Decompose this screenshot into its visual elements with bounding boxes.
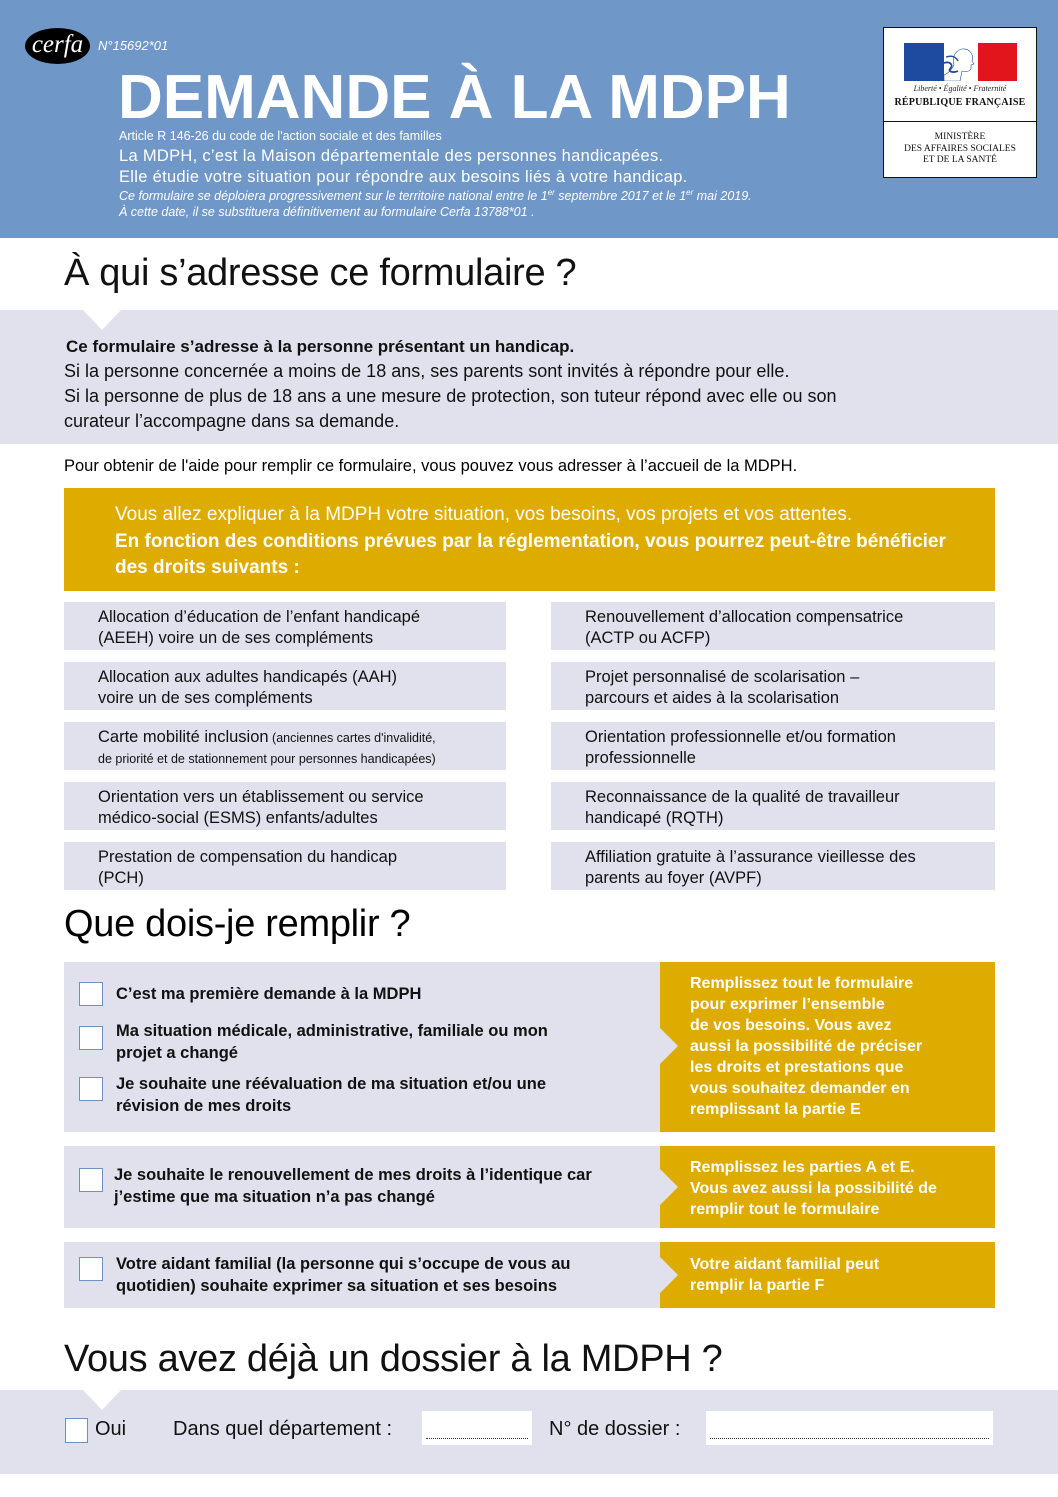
checkbox-oui[interactable] xyxy=(65,1418,88,1443)
who-line-1: Si la personne concernée a moins de 18 ans, ses parents sont invités à répondre pour elle. xyxy=(64,361,790,381)
department-field[interactable] xyxy=(422,1411,532,1445)
cerfa-logo: cerfa xyxy=(25,28,90,64)
republique-label: RÉPUBLIQUE FRANÇAISE xyxy=(894,97,1026,108)
intro-line-1: La MDPH, c’est la Maison départementale des personnes handicapées. xyxy=(119,147,664,165)
fill-block-caregiver xyxy=(64,1242,995,1308)
right-item-cmi: Carte mobilité inclusion (anciennes cartes d'invalidité, de priorité et de stationnement pour personnes handicapées) xyxy=(64,722,506,770)
instruction-full-form: Remplissez tout le formulaire pour exprimer l’ensemble de vos besoins. Vous avez aussi la possibilité de préciser les droits et prestations que vous souhaitez demander en remplissant la partie E xyxy=(660,962,995,1132)
right-item-aah: Allocation aux adultes handicapés (AAH) voire un de ses compléments xyxy=(64,662,506,710)
legal-article: Article R 146-26 du code de l'action sociale et des familles xyxy=(119,129,442,143)
callout-notch xyxy=(83,1390,121,1410)
intro-line-2: Elle étudie votre situation pour répondre aux besoins liés à votre handicap. xyxy=(119,168,688,186)
callout-notch xyxy=(83,310,121,330)
fill-block-renewal xyxy=(64,1146,995,1228)
option-renewal: Je souhaite le renouvellement de mes droits à l’identique car j’estime que ma situation n’a pas changé xyxy=(114,1166,592,1206)
oui-label: Oui xyxy=(95,1418,127,1440)
right-item-orientation-pro: Orientation professionnelle et/ou formation professionnelle xyxy=(551,722,995,770)
logo-divider xyxy=(884,121,1036,122)
section-title-dossier: Vous avez déjà un dossier à la MDPH ? xyxy=(64,1338,723,1380)
page-title: DEMANDE À LA MDPH xyxy=(118,63,791,132)
arrow-icon xyxy=(660,1257,678,1293)
checkbox-reevaluation[interactable] xyxy=(79,1077,103,1101)
section-title-fill: Que dois-je remplir ? xyxy=(64,903,411,945)
rights-intro-bold: En fonction des conditions prévues par la réglementation, vous pourrez peut-être bénéficier des droits suivants : xyxy=(115,531,946,578)
right-item-pps: Projet personnalisé de scolarisation – parcours et aides à la scolarisation xyxy=(551,662,995,710)
section-title-who: À qui s’adresse ce formulaire ? xyxy=(64,252,577,294)
instruction-part-f: Votre aidant familial peut remplir la partie F xyxy=(660,1242,995,1308)
rights-intro-line: Vous allez expliquer à la MDPH votre situation, vos besoins, vos projets et vos attentes. xyxy=(115,504,853,525)
option-caregiver: Votre aidant familial (la personne qui s’occupe de vous au quotidien) souhaite exprimer sa situation et ses besoins xyxy=(116,1255,571,1295)
checkbox-first-request[interactable] xyxy=(79,982,103,1006)
option-situation-changed: Ma situation médicale, administrative, familiale ou mon projet a changé xyxy=(116,1022,548,1062)
arrow-icon xyxy=(660,1169,678,1205)
marianne-flag-icon xyxy=(904,43,1017,81)
rights-intro-box xyxy=(64,488,995,591)
who-bold-line: Ce formulaire s’adresse à la personne présentant un handicap. xyxy=(66,337,575,356)
option-reevaluation: Je souhaite une réévaluation de ma situation et/ou une révision de mes droits xyxy=(116,1075,547,1115)
header-banner xyxy=(0,0,1058,238)
instruction-parts-a-e: Remplissez les parties A et E. Vous avez aussi la possibilité de remplir tout le formulaire xyxy=(660,1146,995,1228)
dossier-number-label: N° de dossier : xyxy=(549,1418,681,1440)
fill-block-new-request xyxy=(64,962,995,1132)
option-first-request: C’est ma première demande à la MDPH xyxy=(116,985,422,1003)
checkbox-situation-changed[interactable] xyxy=(79,1026,103,1050)
right-item-avpf: Affiliation gratuite à l’assurance vieillesse des parents au foyer (AVPF) xyxy=(551,842,995,890)
help-text: Pour obtenir de l'aide pour remplir ce formulaire, vous pouvez vous adresser à l’accueil de la MDPH. xyxy=(64,457,798,475)
cerfa-number: N°15692*01 xyxy=(98,38,169,53)
dossier-number-field[interactable] xyxy=(706,1411,993,1445)
republic-motto: Liberté • Égalité • Fraternité xyxy=(913,84,1007,93)
right-item-esms: Orientation vers un établissement ou service médico-social (ESMS) enfants/adultes xyxy=(64,782,506,830)
right-item-actp: Renouvellement d’allocation compensatrice (ACTP ou ACFP) xyxy=(551,602,995,650)
who-line-2: Si la personne de plus de 18 ans a une mesure de protection, son tuteur répond avec elle ou son xyxy=(64,386,837,406)
ministry-name: MINISTÈRE DES AFFAIRES SOCIALES ET DE LA SANTÉ xyxy=(904,132,1016,165)
checkbox-renewal[interactable] xyxy=(79,1168,103,1192)
right-item-pch: Prestation de compensation du handicap (PCH) xyxy=(64,842,506,890)
republique-francaise-logo xyxy=(883,27,1037,178)
department-label: Dans quel département : xyxy=(173,1418,393,1440)
arrow-icon xyxy=(660,1028,678,1064)
deployment-note-1: Ce formulaire se déploiera progressivement sur le territoire national entre le 1er septembre 2017 et le 1er mai 2019. xyxy=(119,188,752,204)
right-item-rqth: Reconnaissance de la qualité de travailleur handicapé (RQTH) xyxy=(551,782,995,830)
deployment-note-2: À cette date, il se substituera définitivement au formulaire Cerfa 13788*01 . xyxy=(119,205,535,219)
checkbox-caregiver[interactable] xyxy=(79,1257,103,1281)
who-line-3: curateur l’accompagne dans sa demande. xyxy=(64,411,400,431)
rights-list xyxy=(64,602,995,890)
right-item-aeeh: Allocation d’éducation de l’enfant handicapé (AEEH) voire un de ses compléments xyxy=(64,602,506,650)
